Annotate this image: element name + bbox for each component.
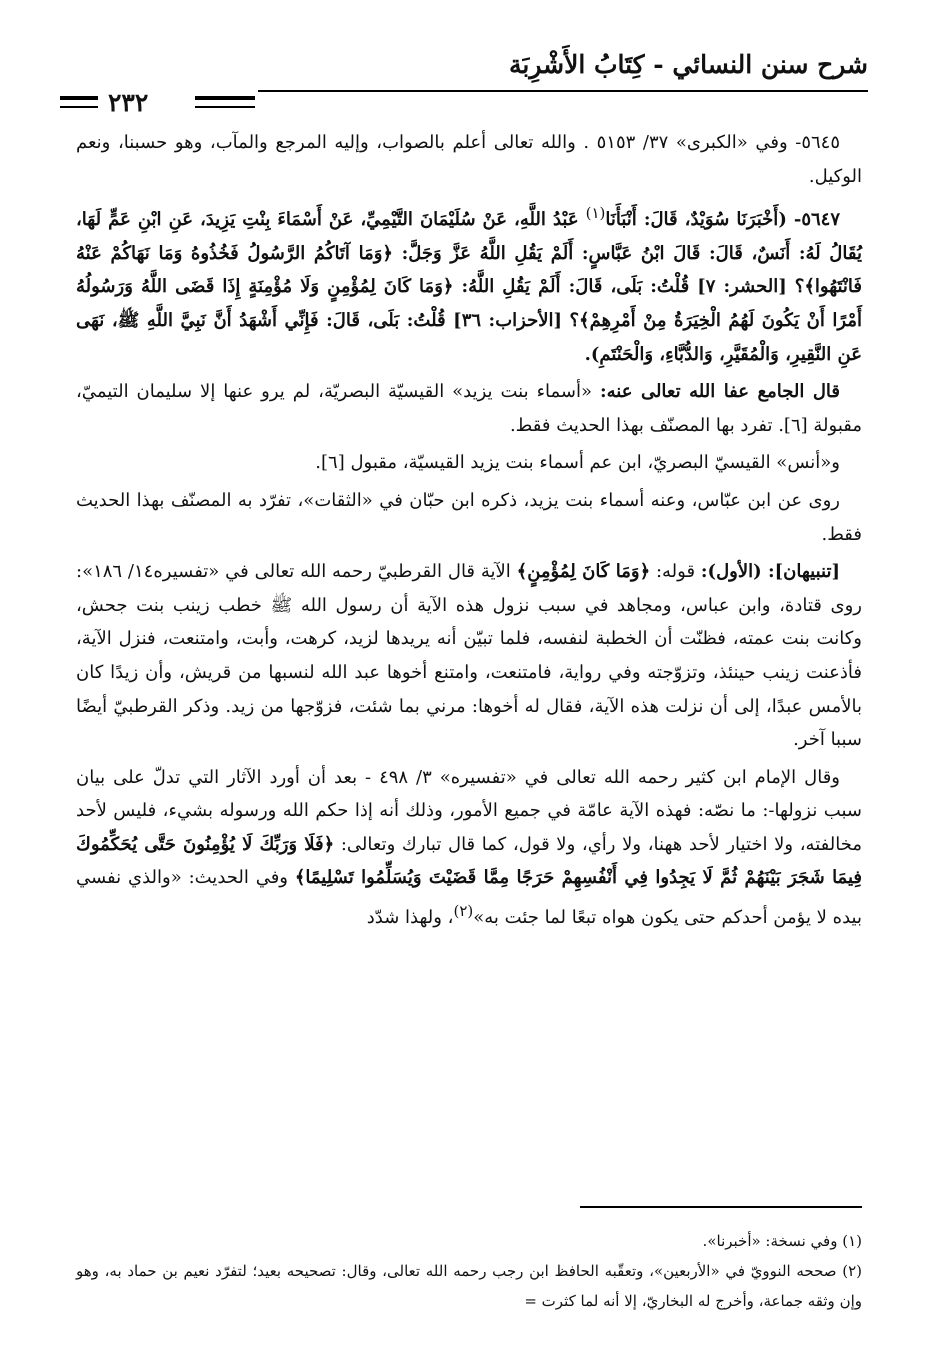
page-header: [60, 44, 868, 117]
header-rule: [258, 90, 868, 92]
quran-verse-short: ﴿وَمَا كَانَ لِمُؤْمِنٍ﴾: [516, 561, 651, 583]
paragraph-commentary-2: [76, 446, 862, 480]
hadith-text-3: ؟ [الأحزاب: ٣٦] قُلْتُ: بَلَى، قَالَ: فَإِنِّي أَشْهَدُ أَنَّ نَبِيَّ اللَّهِ ﷺ، نَهَى عَنِ النَّقِيرِ، وَالْمُقَيَّرِ، وَالدُّبَّاءِ، وَالْحَنْتَمِ).: [76, 309, 862, 365]
footnote-marker-2[interactable]: (٢): [453, 902, 474, 921]
paragraph-reference: [76, 126, 862, 193]
header-rule-double-bottom-2: [195, 106, 255, 108]
paragraph-ibn-kathir: [76, 761, 862, 935]
commentary-anas: و«أنس» القيسيّ البصريّ، ابن عم أسماء بنت يزيد القيسيّة، مقبول [٦].: [315, 452, 840, 474]
ibn-kathir-text-1: وقال الإمام ابن كثير رحمه الله تعالى في «تفسيره» ٣/ ٤٩٨ - بعد أن أورد الآثار التي تدلّ على بيان سبب نزولها-: ما نصّه: فهذه الآية عامّة في جميع الأمور، وذلك أنه إذا حكم الله ورسوله بشيء، فليس لأحد مخالفته، ولا اختيار لأحد ههنا، ولا رأي، ولا قول، كما قال تبارك وتعالى:: [76, 766, 862, 855]
commentary-narration: روى عن ابن عبّاس، وعنه أسماء بنت يزيد، ذكره ابن حبّان في «الثقات»، تفرّد به المصنّف بهذا الحديث فقط.: [76, 489, 862, 545]
paragraph-notice: [76, 555, 862, 757]
hadith-text-2: ؟ [الحشر: ٧] قُلْتُ: بَلَى، قَالَ: أَلَمْ يَقُلِ اللَّهُ:: [453, 276, 805, 298]
footnote-marker-1[interactable]: (١): [585, 204, 606, 223]
hadith-chain: عَبْدُ اللَّهِ، عَنْ سُلَيْمَانَ التَّيْمِيِّ، عَنْ أَسْمَاءَ بِنْتِ يَزِيدَ، عَنِ ابْنِ عَمٍّ لَهَا، يُقَالُ لَهُ: أَنَسٌ، قَالَ: قَالَ ابْنُ عَبَّاسٍ: أَلَمْ يَقُلِ اللَّهُ عَزَّ وَجَلَّ:: [76, 209, 862, 264]
notice-text-2: الآية قال القرطبيّ رحمه الله تعالى في «تفسيره١٤/ ١٨٦»: روى قتادة، وابن عباس، ومجاهد في سبب نزول هذه الآية أن رسول الله ﷺ خطب زينب بنت جحش، وكانت بنت عمته، فظنّت أن الخطبة لنفسه، فلما تبيّن أنه يريدها لزيد، كرهت، وأبت، وامتنعت، فنزل الآية، فأذعنت زينب حينئذ، وتزوّجته وفي رواية، فامتنعت، وامتنع أخوها عبد الله لنسبها من قريش، وأن زيدًا كان بالأمس عبدًا، إلى أن نزلت هذه الآية، فقال له أخوها: مرني بما شئت، فزوّجها من زيد. وذكر القرطبيّ أيضًا سببا آخر.: [76, 561, 862, 751]
main-text: [76, 126, 862, 935]
commentator-intro: قال الجامع عفا الله تعالى عنه:: [599, 381, 840, 403]
header-rule-double-top: [60, 96, 98, 100]
footnotes: [76, 1226, 862, 1316]
page-number: ٢٣٢: [108, 88, 149, 117]
commentary-asma: «أسماء بنت يزيد» القيسيّة البصريّة، لم يرو عنها إلا سليمان التيميّ، مقبولة [٦]. تفرد بها المصنّف بهذا الحديث فقط.: [76, 381, 862, 436]
quran-verse-nisa: ﴿فَلَا وَرَبِّكَ لَا يُؤْمِنُونَ حَتَّى يُحَكِّمُوكَ فِيمَا شَجَرَ بَيْنَهُمْ ثُمَّ لَا يَجِدُوا فِي أَنْفُسِهِمْ حَرَجًا مِمَّا قَضَيْتَ وَيُسَلِّمُوا تَسْلِيمًا﴾: [76, 833, 862, 889]
header-rule-double-bottom: [60, 106, 98, 108]
ibn-kathir-text-3: ، ولهذا شدّد: [366, 907, 454, 929]
footnote-1: (١) وفي نسخة: «أخبرنا».: [702, 1232, 862, 1250]
paragraph-commentary-1: [76, 375, 862, 442]
reference-text: ٥٦٤٥- وفي «الكبرى» ٣٧/ ٥١٥٣ . والله تعالى أعلم بالصواب، وإليه المرجع والمآب، وهو حسبنا، ونعم الوكيل.: [76, 132, 862, 187]
header-rule-double-top-2: [195, 96, 255, 100]
paragraph-hadith: [76, 197, 862, 371]
running-title: شرح سنن النسائي - كِتَابُ الأَشْرِبَة: [508, 50, 868, 79]
ibn-kathir-text-2: وفي الحديث: «والذي نفسي بيده لا يؤمن أحدكم حتى يكون هواه تبعًا لما جئت به»: [76, 867, 862, 929]
footnote-2: (٢) صححه النوويّ في «الأربعين»، وتعقّبه الحافظ ابن رجب رحمه الله تعالى، وقال: تصحيحه بعيد؛ لتفرّد نعيم بن حماد به، وهو وإن وثقه جماعة، وأخرج له البخاريّ، إلا أنه لما كثرت =: [76, 1262, 862, 1310]
paragraph-commentary-3: [76, 484, 862, 551]
notice-heading: [تنبيهان]: (الأول):: [700, 561, 840, 583]
notice-text-1: قوله:: [650, 561, 701, 583]
quran-verse-hashr: ﴿وَمَا آتَاكُمُ الرَّسُولُ فَخُذُوهُ وَمَا نَهَاكُمْ عَنْهُ فَانْتَهُوا﴾: [76, 242, 863, 298]
hadith-opening: ٥٦٤٧- (أَخْبَرَنَا سُوَيْدٌ، قَالَ: أَنْبَأَنَا: [605, 209, 840, 231]
quran-verse-ahzab: ﴿وَمَا كَانَ لِمُؤْمِنٍ وَلَا مُؤْمِنَةٍ إِذَا قَضَى اللَّهُ وَرَسُولُهُ أَمْرًا أَنْ يَكُونَ لَهُمُ الْخِيَرَةُ مِنْ أَمْرِهِمْ﴾: [76, 276, 862, 331]
footnote-separator: [580, 1206, 862, 1208]
